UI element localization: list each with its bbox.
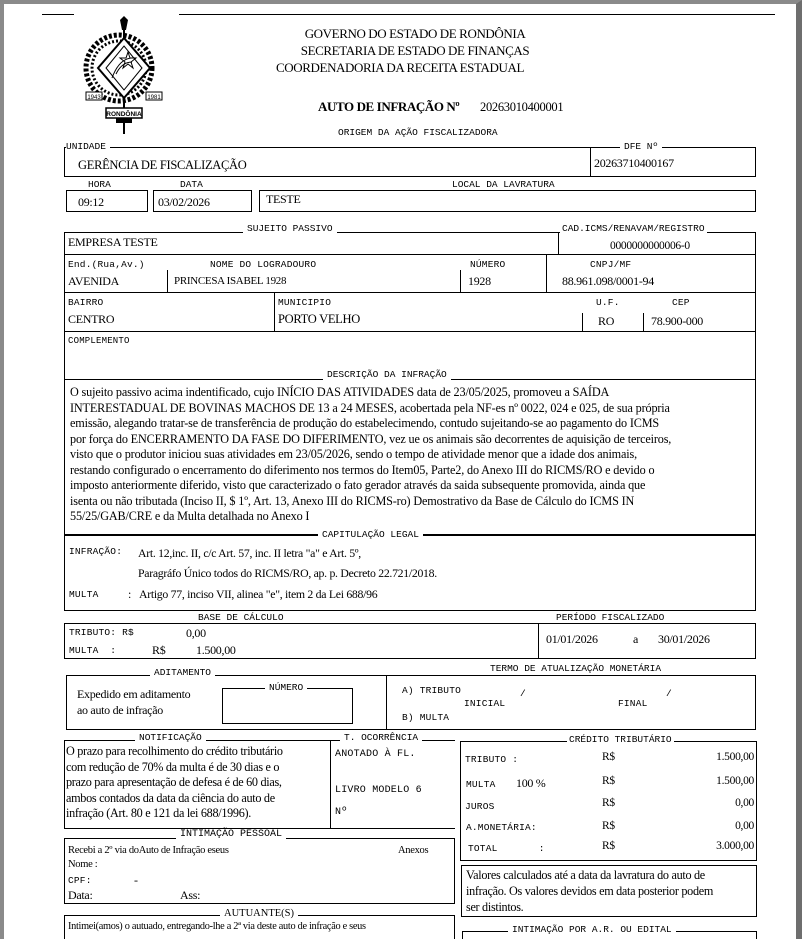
- cpf-label: CPF:: [68, 875, 92, 886]
- municipio-value[interactable]: PORTO VELHO: [278, 312, 360, 326]
- numero-label: NÚMERO: [470, 259, 506, 270]
- base-tributo-label: TRIBUTO: R$: [69, 627, 134, 638]
- local-box: [259, 190, 756, 212]
- top-rule-left: [42, 14, 74, 15]
- cpf-value[interactable]: -: [134, 873, 138, 887]
- credito-note-line: ser distintos.: [466, 900, 524, 914]
- local-label: LOCAL DA LAVRATURA: [448, 180, 559, 190]
- recebi-text: Recebi a 2º via doAuto de Infração eseus: [68, 845, 229, 856]
- autuante-text: Intimei(amos) o autuado, entregando-lhe a 2ª via deste auto de infração e seus: [68, 921, 366, 932]
- base-multa-currency: R$: [152, 643, 166, 657]
- data-value[interactable]: 03/02/2026: [158, 195, 210, 209]
- unidade-value[interactable]: GERÊNCIA DE FISCALIZAÇÃO: [78, 158, 247, 172]
- sujeito-label: SUJEITO PASSIVO: [243, 224, 337, 234]
- multa-cap-value: Artigo 77, inciso VII, alinea "e", item 2 da Lei 688/96: [139, 587, 378, 601]
- credito-tributo-currency: R$: [602, 751, 615, 763]
- bairro-value[interactable]: CENTRO: [68, 312, 115, 326]
- notificacao-line: prazo para apresentação de defesa é de 60 dias,: [66, 775, 282, 789]
- hora-label: HORA: [84, 180, 115, 190]
- cnpj-value[interactable]: 88.961.098/0001-94: [562, 274, 654, 288]
- svg-text:1943: 1943: [87, 95, 101, 101]
- base-tributo-value[interactable]: 0,00: [186, 626, 206, 640]
- top-rule-right: [179, 14, 775, 15]
- state-crest-icon: [70, 16, 168, 136]
- ocorrencia-numero: Nº: [335, 807, 348, 818]
- intimacao-pessoal-label: INTIMAÇÃO PESSOAL: [176, 830, 286, 840]
- descricao-line: imposto anteriormente diferido, visto que caracterizado o fato gerador através da saida subsequente promovida, ainda que: [70, 478, 646, 492]
- end-label: End.(Rua,Av.): [68, 259, 145, 270]
- descricao-line: 55/25/GAB/CRE e da Multa detalhada no Anexo I: [70, 509, 310, 523]
- credito-note: [466, 867, 713, 915]
- base-label: BASE DE CÁLCULO: [194, 613, 288, 623]
- anexos-text: Anexos: [398, 845, 429, 856]
- credito-multa-currency: R$: [602, 775, 615, 787]
- svg-text:RONDÔNIA: RONDÔNIA: [106, 111, 142, 118]
- credito-juros-label: JUROS: [465, 801, 495, 812]
- credito-monetaria-label: A.MONETÁRIA:: [466, 822, 537, 833]
- unidade-label: UNIDADE: [66, 142, 110, 152]
- descricao-line: O sujeito passivo acima indentificado, cujo INÍCIO DAS ATIVIDADES data de 23/05/2025, promoveu a SAÍDA: [70, 385, 610, 399]
- credito-multa-label: MULTA: [466, 779, 496, 790]
- periodo-fim[interactable]: 30/01/2026: [658, 632, 710, 646]
- credito-multa-value[interactable]: 1.500,00: [716, 775, 754, 787]
- descricao-line: restando configurado o encerramento do diferimento nos termos do Item05, Parte2, do Anexo III do RICMS/RO e devido o: [70, 462, 655, 477]
- infracao-line1: Art. 12,inc. II, c/c Art. 57, inc. II letra "a" e Art. 5º,: [138, 546, 361, 560]
- infracao-line2: Paragráfo Único todos do RICMS/RO, ap. p. Decreto 22.721/2018.: [138, 566, 437, 580]
- data-label: Data:: [68, 888, 93, 902]
- nome-label: Nome :: [68, 859, 98, 870]
- notificacao-line: com redução de 70% da multa é de 30 dias e o: [66, 759, 280, 774]
- notificacao-line: O prazo para recolhimento do crédito tributário: [66, 744, 283, 758]
- gov-title: GOVERNO DO ESTADO DE RONDÔNIA: [304, 26, 526, 41]
- notificacao-line: infração (Art. 80 e 121 da lei 688/1996).: [66, 806, 252, 820]
- logradouro-value[interactable]: PRINCESA ISABEL 1928: [174, 275, 287, 287]
- origem-title: ORIGEM DA AÇÃO FISCALIZADORA: [338, 127, 498, 138]
- autuante-label: AUTUANTE(S): [220, 909, 298, 919]
- ocorrencia-livro: LIVRO MODELO 6: [335, 785, 422, 796]
- aditamento-label: ADITAMENTO: [150, 668, 215, 678]
- descricao-line: INTERESTADUAL DE BOVINAS MACHOS DE 13 a 24 MESES, acobertada pela NF-es nº 0022, 024 e 025, de sua própria: [70, 400, 670, 415]
- aditamento-text2: ao auto de infração: [77, 703, 163, 717]
- termo-slash2: /: [666, 688, 672, 699]
- periodo-label: PERÍODO FISCALIZADO: [552, 613, 668, 623]
- uf-label: U.F.: [596, 297, 620, 308]
- ocorrencia-label: T. OCORRÊNCIA: [340, 733, 422, 743]
- data-label: DATA: [176, 180, 207, 190]
- uf-value[interactable]: RO: [598, 314, 615, 328]
- termo-slash1: /: [520, 688, 526, 699]
- credito-tributo-value[interactable]: 1.500,00: [716, 751, 754, 763]
- descricao-line: emissão, alegando tratar-se de transferência de produção do estabelecimendo, contudo sujeitando-se ao pagamento do ICMS: [70, 416, 660, 430]
- notificacao-label: NOTIFICAÇÃO: [135, 733, 206, 743]
- aditamento-numero-box[interactable]: [222, 688, 353, 724]
- secretaria-title: SECRETARIA DE ESTADO DE FINANÇAS: [300, 43, 530, 58]
- descricao-line: por força do ENCERRAMENTO DA FASE DO DIFERIMENTO, vez ue os animais são decorrentes de aquisição de terceiros,: [70, 431, 672, 446]
- dfe-label: DFE Nº: [620, 142, 662, 152]
- aditamento-text1: Expedido em aditamento: [77, 687, 191, 701]
- credito-monetaria-currency: R$: [602, 820, 615, 832]
- credito-label: CRÉDITO TRIBUTÁRIO: [569, 734, 672, 745]
- termo-tributo-label: A) TRIBUTO: [402, 685, 462, 696]
- descricao-label: DESCRIÇÃO DA INFRAÇÃO: [323, 370, 451, 380]
- periodo-sep: a: [633, 632, 639, 646]
- base-multa-value[interactable]: 1.500,00: [196, 643, 236, 657]
- infracao-label: INFRAÇÃO:: [69, 546, 123, 557]
- credito-juros-value[interactable]: 0,00: [735, 797, 754, 809]
- credito-tributo-label: TRIBUTO :: [465, 754, 519, 765]
- cad-label: CAD.ICMS/RENAVAM/REGISTRO: [562, 223, 705, 234]
- multa-cap-sep: :: [128, 587, 132, 601]
- svg-text:1981: 1981: [147, 95, 161, 101]
- doc-number: 20263010400001: [480, 100, 564, 114]
- base-multa-label: MULTA :: [69, 645, 117, 656]
- capitulacao-label: CAPITULAÇÃO LEGAL: [318, 530, 423, 540]
- doc-title: AUTO DE INFRAÇÃO Nº: [318, 99, 460, 114]
- hora-value[interactable]: 09:12: [78, 195, 104, 209]
- dfe-value[interactable]: 20263710400167: [594, 156, 674, 170]
- descricao-line: visto que o produtor iniciou suas atividades em 23/05/2026, sendo o tempo de atividade menor que a idade dos animais,: [70, 447, 637, 461]
- termo-inicial-label: INICIAL: [464, 698, 506, 709]
- credito-total-label: TOTAL :: [468, 843, 545, 854]
- cad-value[interactable]: 0000000000006-0: [610, 240, 690, 252]
- cep-label: CEP: [672, 297, 690, 308]
- descricao-line: isenta ou não tributada (Inciso II, $ 1º, Art. 13, Anexo III do RICMS-ro) Demostrativo da Base de Cálculo do ICMS IN: [70, 493, 635, 508]
- logradouro-label: NOME DO LOGRADOURO: [210, 259, 317, 270]
- cep-value[interactable]: 78.900-000: [651, 314, 703, 328]
- ass-label: Ass:: [180, 888, 201, 902]
- bairro-label: BAIRRO: [68, 297, 104, 308]
- notificacao-line: ambos contados da data da ciência do auto de: [66, 790, 275, 805]
- notificacao-text: [66, 744, 283, 822]
- cnpj-label: CNPJ/MF: [590, 259, 632, 270]
- credito-total-value[interactable]: 3.000,00: [716, 840, 754, 852]
- coordenadoria-title: COORDENADORIA DA RECEITA ESTADUAL: [276, 60, 524, 75]
- base-box: [64, 623, 756, 659]
- credito-note-line: infração. Os valores devidos em data posterior podem: [466, 884, 714, 898]
- local-value[interactable]: TESTE: [266, 192, 301, 206]
- credito-monetaria-value[interactable]: 0,00: [735, 820, 754, 832]
- descricao-text: [70, 385, 754, 525]
- credito-note-line: Valores calculados até a data da lavratura do auto de: [466, 868, 705, 882]
- aditamento-numero-label: NÚMERO: [265, 683, 307, 693]
- ocorrencia-anotado: ANOTADO À FL.: [335, 749, 416, 760]
- numero-value[interactable]: 1928: [468, 274, 491, 288]
- complemento-label: COMPLEMENTO: [68, 336, 130, 346]
- nome-value[interactable]: EMPRESA TESTE: [68, 235, 158, 249]
- municipio-label: MUNICIPIO: [278, 297, 332, 308]
- periodo-inicio[interactable]: 01/01/2026: [546, 632, 598, 646]
- credito-total-currency: R$: [602, 840, 615, 852]
- termo-multa-label: B) MULTA: [402, 712, 450, 723]
- credito-juros-currency: R$: [602, 797, 615, 809]
- intimacao-ar-label: INTIMAÇÃO POR A.R. OU EDITAL: [508, 925, 676, 935]
- termo-final-label: FINAL: [618, 698, 648, 709]
- credito-multa-pct: 100 %: [516, 776, 546, 790]
- multa-cap-label: MULTA: [69, 589, 99, 600]
- termo-label: TERMO DE ATUALIZAÇÃO MONETÁRIA: [486, 664, 665, 674]
- end-value[interactable]: AVENIDA: [68, 274, 120, 288]
